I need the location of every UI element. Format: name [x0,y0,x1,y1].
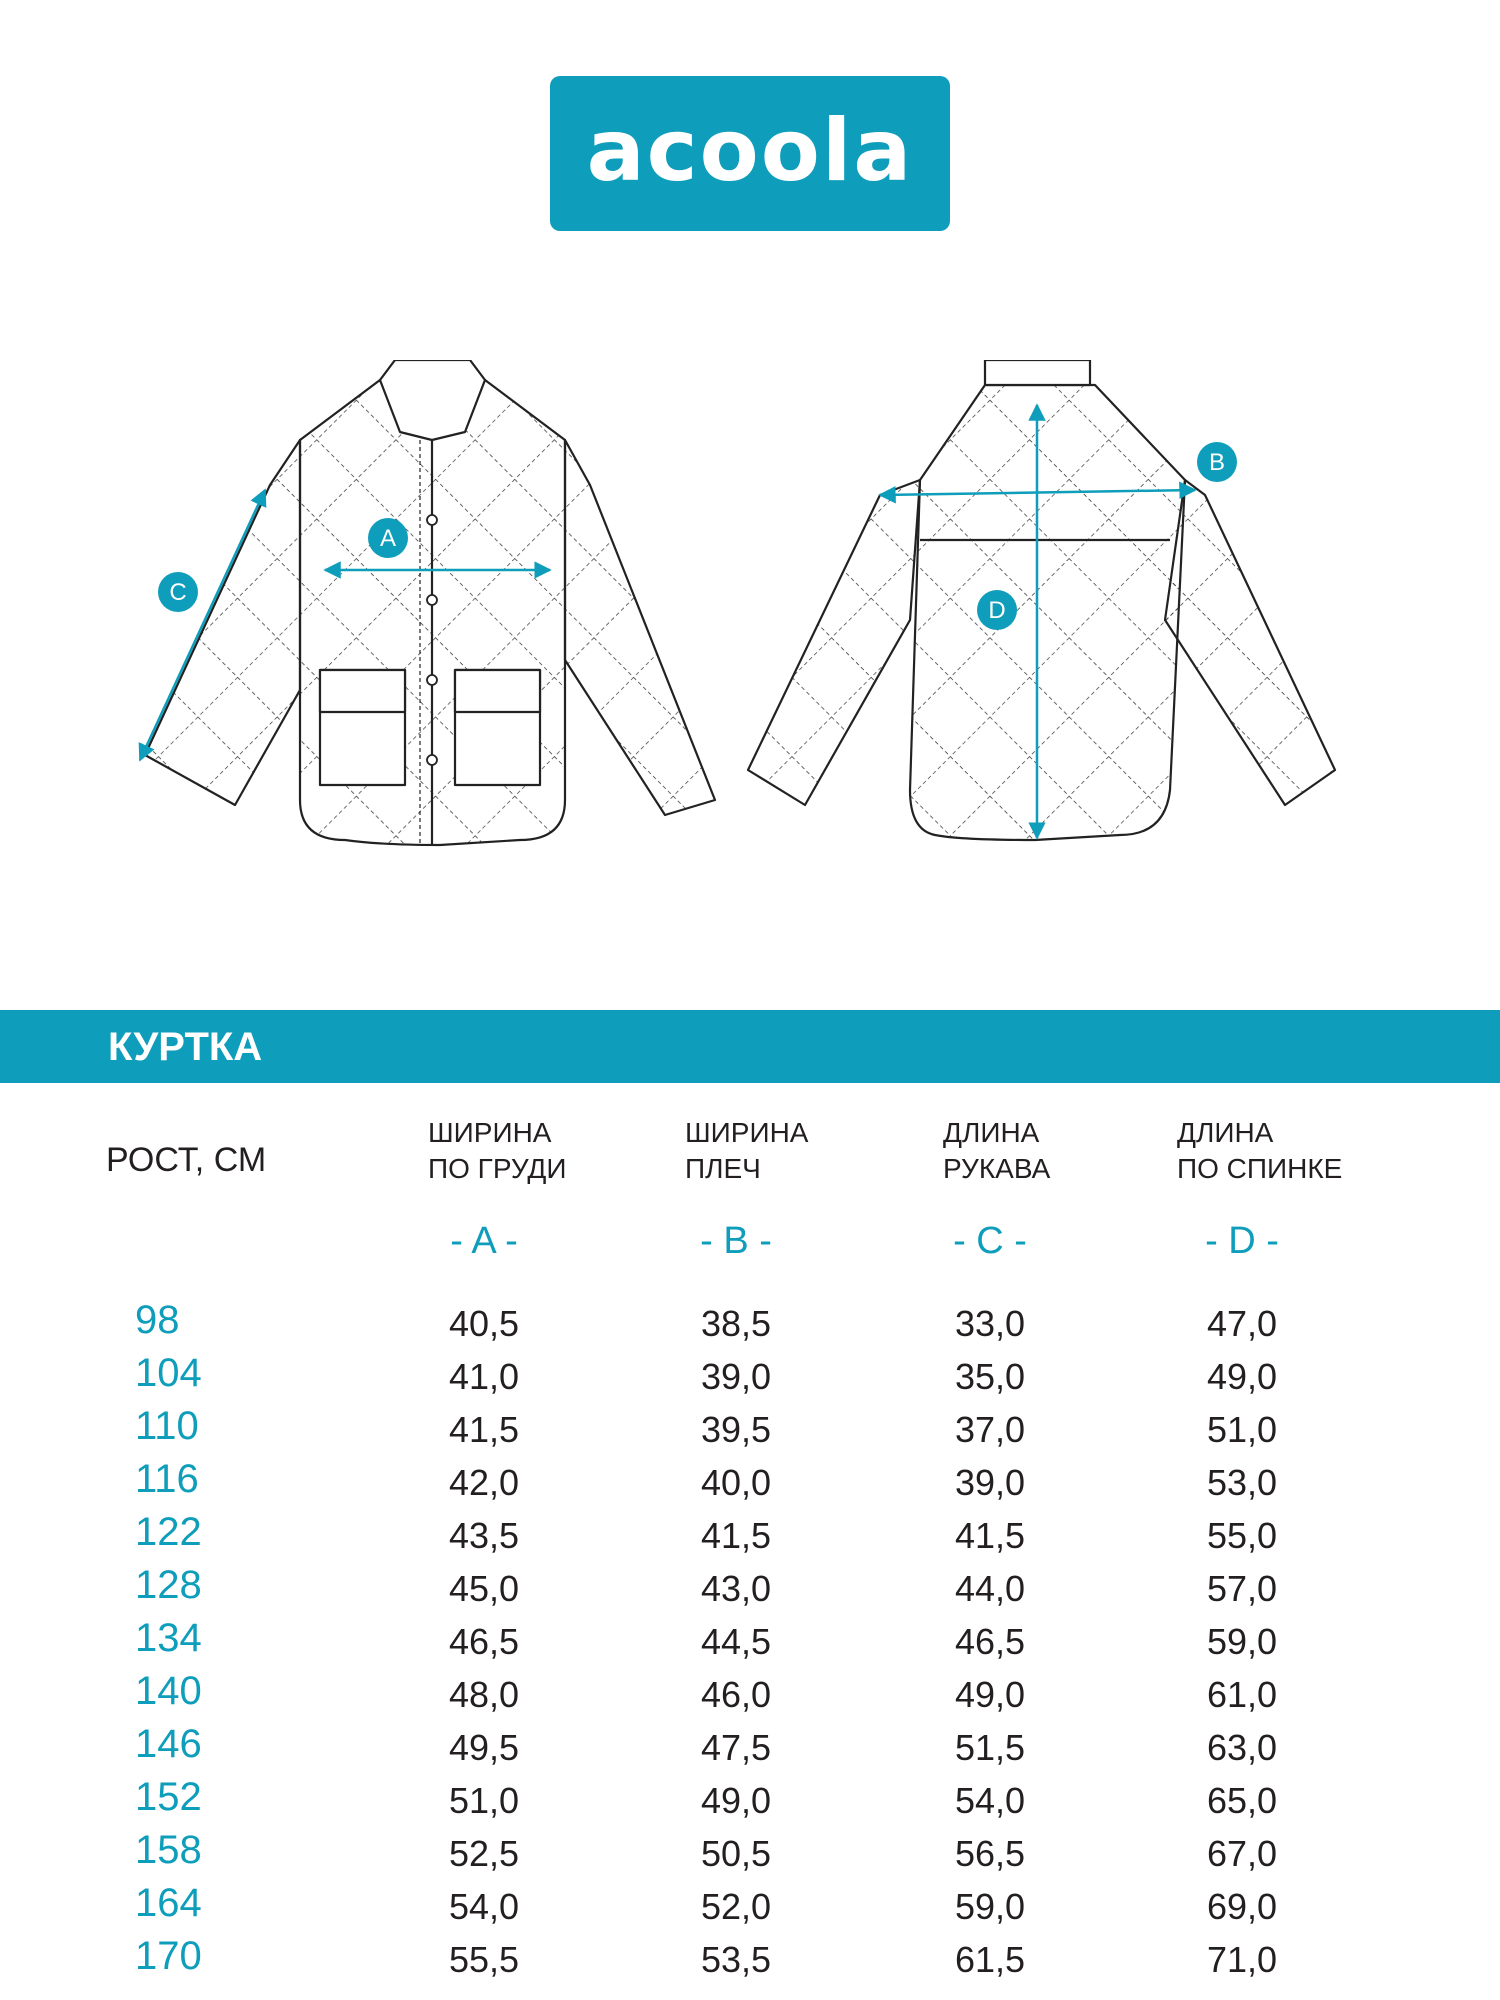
value-cell: 57,0 [1206,1568,1278,1609]
value-cell: 54,0 [954,1780,1026,1821]
value-cell: 55,5 [448,1939,520,1980]
value-cell: 71,0 [1206,1939,1278,1980]
value-cell: 53,0 [1206,1462,1278,1503]
column-b-code: - B - [700,1220,772,1262]
value-cell: 63,0 [1206,1727,1278,1768]
value-cell: 65,0 [1206,1780,1278,1821]
value-cell: 37,0 [954,1409,1026,1450]
front-view [145,360,715,845]
height-cell: 152 [135,1775,202,1819]
svg-text:B: B [1208,449,1226,476]
value-cell: 47,5 [700,1727,772,1768]
column-c-header-line1: ДЛИНА [943,1117,1040,1148]
height-cell: 128 [135,1563,202,1607]
height-cell: 116 [135,1457,199,1501]
height-cell: 164 [135,1881,202,1925]
value-cell: 59,0 [954,1886,1026,1927]
value-cell: 49,0 [700,1780,772,1821]
back-body [910,385,1185,840]
value-cell: 67,0 [1206,1833,1278,1874]
value-cell: 41,5 [700,1515,772,1556]
value-cell: 54,0 [448,1886,520,1927]
value-cell: 40,0 [700,1462,772,1503]
height-cell: 158 [135,1828,202,1872]
height-cell: 110 [135,1404,199,1448]
back-left-sleeve [748,480,920,805]
value-cell: 55,0 [1206,1515,1278,1556]
column-a-code: - A - [450,1220,518,1262]
svg-text:C: C [169,579,187,606]
section-title: КУРТКА [108,1025,263,1069]
value-cell: 52,0 [700,1886,772,1927]
value-cell: 51,0 [1206,1409,1278,1450]
value-cell: 46,5 [954,1621,1026,1662]
value-cell: 44,0 [954,1568,1026,1609]
value-cell: 41,5 [954,1515,1026,1556]
value-cell: 44,5 [700,1621,772,1662]
value-cell: 49,5 [448,1727,520,1768]
column-d-values [1172,1297,1312,1986]
column-c-values [920,1297,1060,1986]
value-cell: 51,5 [954,1727,1026,1768]
badge-b [1197,442,1237,482]
value-cell: 43,0 [700,1568,772,1609]
value-cell: 33,0 [954,1303,1026,1344]
value-cell: 42,0 [448,1462,520,1503]
front-left-sleeve [145,440,300,805]
svg-text:A: A [379,525,397,552]
value-cell: 52,5 [448,1833,520,1874]
column-a-header [428,1115,567,1187]
column-a-values [414,1297,554,1986]
value-cell: 47,0 [1206,1303,1278,1344]
value-cell: 69,0 [1206,1886,1278,1927]
column-b-header [685,1115,808,1187]
height-cell: 104 [135,1351,202,1395]
value-cell: 35,0 [954,1356,1026,1397]
height-cell: 134 [135,1616,202,1660]
value-cell: 53,5 [700,1939,772,1980]
column-b-values [666,1297,806,1986]
brand-logo-text: acoola [586,100,914,201]
column-d-code: - D - [1205,1220,1279,1262]
value-cell: 49,0 [1206,1356,1278,1397]
value-cell: 50,5 [700,1833,772,1874]
section-band [0,1010,1500,1083]
value-cell: 41,5 [448,1409,520,1450]
svg-text:D: D [988,597,1006,624]
badge-d [977,590,1017,630]
column-a-header-line1: ШИРИНА [428,1117,552,1148]
column-c-header [943,1115,1050,1187]
height-cell: 170 [135,1934,202,1978]
value-cell: 38,5 [700,1303,772,1344]
value-cell: 39,5 [700,1409,772,1450]
column-d-header-line2: ПО СПИНКЕ [1177,1153,1343,1184]
height-cell: 98 [135,1298,180,1342]
height-cell: 146 [135,1722,202,1766]
height-cell: 122 [135,1510,202,1554]
height-header: РОСТ, СМ [106,1141,267,1179]
value-cell: 39,0 [700,1356,772,1397]
column-b-header-line2: ПЛЕЧ [685,1153,761,1184]
badge-a [368,518,408,558]
value-cell: 46,0 [700,1674,772,1715]
column-c-code: - C - [953,1220,1027,1262]
jacket-diagrams [0,360,1500,880]
value-cell: 45,0 [448,1568,520,1609]
value-cell: 40,5 [448,1303,520,1344]
value-cell: 61,0 [1206,1674,1278,1715]
value-cell: 49,0 [954,1674,1026,1715]
column-c-header-line2: РУКАВА [943,1153,1051,1184]
height-column [135,1294,202,1983]
column-a-header-line2: ПО ГРУДИ [428,1153,567,1184]
height-cell: 140 [135,1669,202,1713]
front-right-sleeve [565,440,715,815]
value-cell: 56,5 [954,1833,1026,1874]
value-cell: 51,0 [448,1780,520,1821]
column-b-header-line1: ШИРИНА [685,1117,809,1148]
value-cell: 46,5 [448,1621,520,1662]
back-right-sleeve [1165,480,1335,805]
value-cell: 39,0 [954,1462,1026,1503]
brand-logo [550,76,950,231]
back-view [748,360,1335,840]
value-cell: 41,0 [448,1356,520,1397]
back-collar [985,360,1090,385]
value-cell: 61,5 [954,1939,1026,1980]
value-cell: 59,0 [1206,1621,1278,1662]
badge-c [158,572,198,612]
column-d-header [1177,1115,1342,1187]
value-cell: 43,5 [448,1515,520,1556]
column-d-header-line1: ДЛИНА [1177,1117,1274,1148]
value-cell: 48,0 [448,1674,520,1715]
